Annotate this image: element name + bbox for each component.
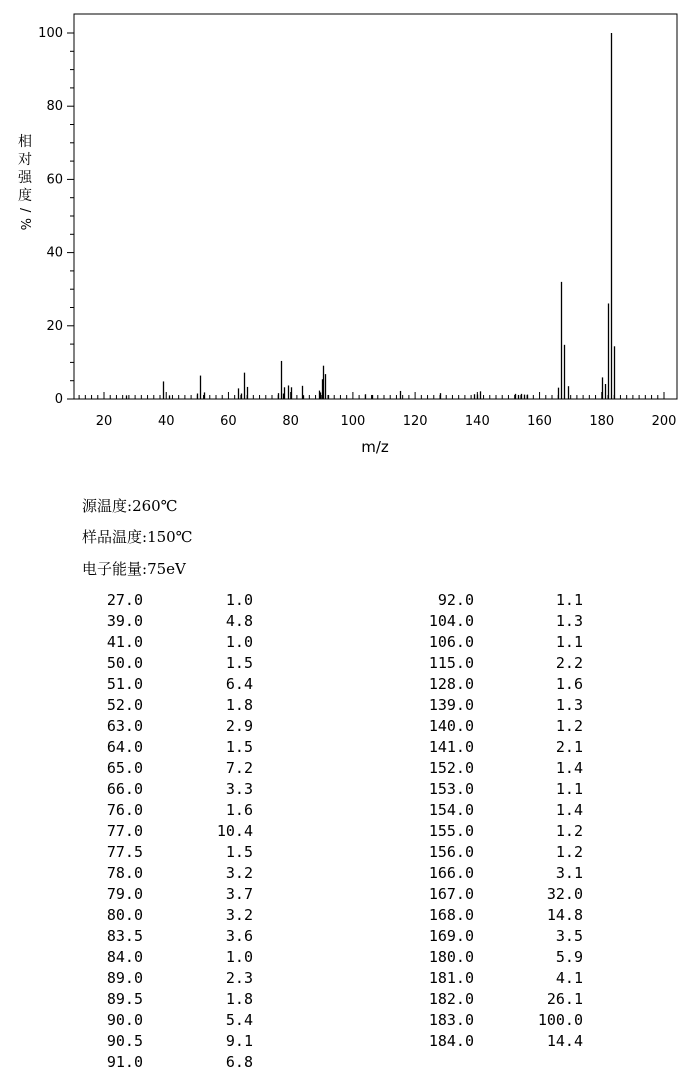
peak-intensity: 100.0: [537, 1011, 583, 1029]
x-tick-label: 20: [95, 414, 113, 429]
peak-row: [0, 842, 687, 863]
y-label-char: %: [17, 218, 32, 231]
peak-intensity: 1.6: [225, 801, 253, 819]
peak-row: [0, 947, 687, 968]
peak-intensity: 1.2: [555, 843, 583, 861]
peak-mz: 154.0: [428, 801, 474, 819]
peak-row: [0, 863, 687, 884]
peak-row: [0, 989, 687, 1010]
peak-mz: 166.0: [428, 864, 474, 882]
condition-source-temp: [82, 495, 177, 516]
x-tick-label: 180: [589, 414, 615, 429]
x-tick-label: 140: [464, 414, 490, 429]
peak-mz: 89.5: [106, 990, 143, 1008]
peak-mz: 27.0: [106, 591, 143, 609]
peak-mz: 140.0: [428, 717, 474, 735]
peak-mz: 141.0: [428, 738, 474, 756]
y-label-char: 强: [18, 170, 32, 186]
y-tick-label: 60: [46, 172, 63, 188]
peak-intensity: 3.2: [225, 906, 253, 924]
peak-row: [0, 968, 687, 989]
peak-row: [0, 758, 687, 779]
peak-mz: 180.0: [428, 948, 474, 966]
peak-row: [0, 884, 687, 905]
peak-intensity: 1.3: [555, 612, 583, 630]
peak-intensity: 1.0: [225, 591, 253, 609]
x-tick-label: 100: [340, 414, 366, 429]
spectrum-bars: [127, 33, 615, 399]
x-axis-ticks: [79, 392, 676, 429]
peak-intensity: 6.8: [225, 1053, 253, 1071]
peak-mz: 66.0: [106, 780, 143, 798]
peak-intensity: 1.8: [225, 696, 253, 714]
peak-intensity: 2.3: [225, 969, 253, 987]
condition-value: 75eV: [147, 560, 186, 578]
peak-intensity: 2.2: [555, 654, 583, 672]
peak-mz: 156.0: [428, 843, 474, 861]
mass-spectrum-chart: [0, 0, 687, 470]
peak-mz: 183.0: [428, 1011, 474, 1029]
peak-row: [0, 695, 687, 716]
peak-intensity: 4.8: [225, 612, 253, 630]
y-tick-label: 0: [54, 392, 63, 407]
peak-mz: 168.0: [428, 906, 474, 924]
peak-mz: 90.0: [106, 1011, 143, 1029]
y-label-char: 度: [18, 188, 32, 204]
y-tick-label: 100: [38, 26, 63, 41]
peak-intensity: 1.1: [555, 780, 583, 798]
peak-mz: 39.0: [106, 612, 143, 630]
x-tick-label: 120: [402, 414, 428, 429]
plot-frame: [74, 14, 677, 399]
peak-mz: 139.0: [428, 696, 474, 714]
peak-intensity: 3.3: [225, 780, 253, 798]
peak-intensity: 1.0: [225, 633, 253, 651]
peak-intensity: 3.5: [555, 927, 583, 945]
peak-mz: 80.0: [106, 906, 143, 924]
x-tick-label: 200: [651, 414, 677, 429]
x-tick-label: 160: [527, 414, 552, 429]
peak-mz: 64.0: [106, 738, 143, 756]
peak-row: [0, 737, 687, 758]
y-label-char: /: [17, 208, 32, 213]
peak-mz: 89.0: [106, 969, 143, 987]
x-tick-label: 40: [157, 414, 175, 429]
peak-mz: 77.5: [106, 843, 143, 861]
peak-intensity: 1.1: [555, 633, 583, 651]
peak-row: [0, 1010, 687, 1031]
peak-intensity: 2.9: [225, 717, 253, 735]
peak-intensity: 1.5: [225, 654, 253, 672]
y-axis-label: [17, 133, 33, 230]
x-tick-label: 80: [282, 414, 299, 429]
peak-mz: 76.0: [106, 801, 143, 819]
peak-row: [0, 590, 687, 611]
peak-intensity: 32.0: [546, 885, 583, 903]
peak-intensity: 1.8: [225, 990, 253, 1008]
peak-mz: 91.0: [106, 1053, 143, 1071]
peak-intensity: 4.1: [555, 969, 583, 987]
peak-mz: 104.0: [428, 612, 474, 630]
peak-mz: 77.0: [106, 822, 143, 840]
condition-electron-energy: [82, 558, 186, 579]
peak-mz: 83.5: [106, 927, 143, 945]
peak-mz: 51.0: [106, 675, 143, 693]
peak-row: [0, 1031, 687, 1052]
peak-mz: 155.0: [428, 822, 474, 840]
peak-intensity: 1.6: [555, 675, 583, 693]
peak-intensity: 5.4: [225, 1011, 253, 1029]
peak-intensity: 9.1: [225, 1032, 253, 1050]
peak-intensity: 1.4: [555, 801, 583, 819]
peak-row: [0, 821, 687, 842]
y-tick-label: 80: [46, 99, 63, 115]
peak-mz: 115.0: [428, 654, 474, 672]
peak-row: [0, 926, 687, 947]
peak-mz: 182.0: [428, 990, 474, 1008]
y-axis-ticks: [38, 26, 74, 407]
condition-value: 150℃: [147, 528, 193, 546]
condition-sample-temp: [82, 526, 192, 547]
peak-mz: 78.0: [106, 864, 143, 882]
peak-intensity: 1.2: [555, 717, 583, 735]
x-tick-label: 60: [220, 414, 237, 429]
peak-row: [0, 779, 687, 800]
peak-row: [0, 905, 687, 926]
condition-label: 源温度:: [82, 497, 133, 515]
y-tick-label: 20: [46, 318, 63, 334]
peak-intensity: 14.4: [546, 1032, 583, 1050]
peak-row: [0, 716, 687, 737]
peak-mz: 169.0: [428, 927, 474, 945]
peak-intensity: 3.7: [225, 885, 253, 903]
peak-intensity: 3.6: [225, 927, 253, 945]
peak-intensity: 1.0: [225, 948, 253, 966]
peak-intensity: 10.4: [216, 822, 253, 840]
peak-row: [0, 653, 687, 674]
peak-intensity: 1.5: [225, 738, 253, 756]
peak-mz: 181.0: [428, 969, 474, 987]
peak-mz: 153.0: [428, 780, 474, 798]
peak-mz: 63.0: [106, 717, 143, 735]
peak-mz: 84.0: [106, 948, 143, 966]
peak-row: [0, 800, 687, 821]
peak-row: [0, 632, 687, 653]
condition-label: 电子能量:: [82, 560, 148, 578]
condition-label: 样品温度:: [82, 528, 148, 546]
peak-mz: 92.0: [437, 591, 474, 609]
y-tick-label: 40: [46, 245, 63, 261]
peak-intensity: 3.1: [555, 864, 583, 882]
peak-mz: 41.0: [106, 633, 143, 651]
peak-intensity: 7.2: [225, 759, 253, 777]
peak-intensity: 1.3: [555, 696, 583, 714]
peak-mz: 128.0: [428, 675, 474, 693]
peak-intensity: 14.8: [546, 906, 583, 924]
peak-mz: 65.0: [106, 759, 143, 777]
peak-intensity: 5.9: [555, 948, 583, 966]
peak-intensity: 1.2: [555, 822, 583, 840]
peak-intensity: 1.4: [555, 759, 583, 777]
peak-mz: 184.0: [428, 1032, 474, 1050]
peak-mz: 106.0: [428, 633, 474, 651]
peak-intensity: 3.2: [225, 864, 253, 882]
peak-mz: 50.0: [106, 654, 143, 672]
peak-intensity: 26.1: [546, 990, 583, 1008]
condition-value: 260℃: [132, 497, 178, 515]
peak-mz: 90.5: [106, 1032, 143, 1050]
y-label-char: 相: [18, 134, 32, 150]
peak-row: [0, 674, 687, 695]
y-label-char: 对: [18, 152, 32, 168]
peak-intensity: 2.1: [555, 738, 583, 756]
peak-intensity: 1.5: [225, 843, 253, 861]
peak-intensity: 1.1: [555, 591, 583, 609]
peak-mz: 152.0: [428, 759, 474, 777]
x-axis-label: m/z: [361, 438, 389, 456]
peak-mz: 79.0: [106, 885, 143, 903]
peak-row: [0, 611, 687, 632]
peak-mz: 52.0: [106, 696, 143, 714]
peak-mz: 167.0: [428, 885, 474, 903]
peak-intensity: 6.4: [225, 675, 253, 693]
